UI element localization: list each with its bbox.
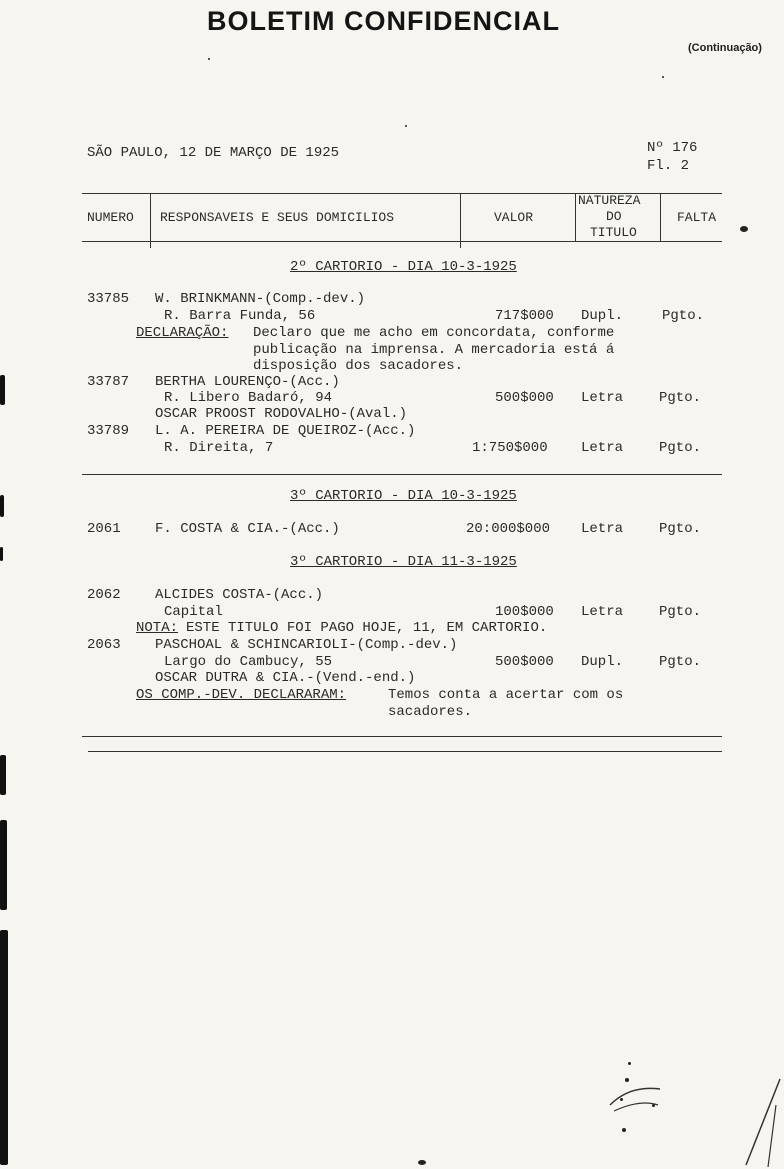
entry-name: PASCHOAL & SCHINCARIOLI-(Comp.-dev.) xyxy=(155,637,458,653)
entry-value: 500$000 xyxy=(495,390,554,406)
sheet-number: Fl. 2 xyxy=(647,158,690,174)
entry-name: F. COSTA & CIA.-(Acc.) xyxy=(155,521,340,537)
entry-status: Pgto. xyxy=(662,308,705,324)
place-date: SÃO PAULO, 12 DE MARÇO DE 1925 xyxy=(87,145,340,161)
entry-type: Dupl. xyxy=(581,654,624,670)
entry-value: 500$000 xyxy=(495,654,554,670)
col-divider-2 xyxy=(460,193,461,248)
entry-value: 1:750$000 xyxy=(472,440,548,456)
entry-status: Pgto. xyxy=(659,440,702,456)
entry-number: 2062 xyxy=(87,587,121,603)
closing-rule xyxy=(82,736,722,737)
entry-number: 33789 xyxy=(87,423,130,439)
entry-status: Pgto. xyxy=(659,521,702,537)
entry-type: Letra xyxy=(581,521,624,537)
entry-address: R. Libero Badaró, 94 xyxy=(164,390,333,406)
entry-value: 20:000$000 xyxy=(466,521,551,537)
entry-endorser: OSCAR DUTRA & CIA.-(Vend.-end.) xyxy=(155,670,416,686)
col-divider-3 xyxy=(575,193,576,241)
header-bottom-rule xyxy=(82,241,722,242)
section-divider xyxy=(82,474,722,475)
col-header-titulo: TITULO xyxy=(590,225,637,240)
entry-type: Letra xyxy=(581,604,624,620)
section-heading: 3º CARTORIO - DIA 11-3-1925 xyxy=(290,554,517,570)
closing-rule xyxy=(88,751,722,752)
entry-name: L. A. PEREIRA DE QUEIROZ-(Acc.) xyxy=(155,423,416,439)
note-label: NOTA: xyxy=(136,620,179,636)
entry-type: Letra xyxy=(581,390,624,406)
col-header-do: DO xyxy=(606,209,622,224)
note-text: publicação na imprensa. A mercadoria está á xyxy=(253,342,615,358)
note-text: Declaro que me acho em concordata, conforme xyxy=(253,325,615,341)
entry-status: Pgto. xyxy=(659,654,702,670)
note-label: OS COMP.-DEV. DECLARARAM: xyxy=(136,687,347,703)
document-title: BOLETIM CONFIDENCIAL xyxy=(207,6,560,36)
entry-address: R. Direita, 7 xyxy=(164,440,274,456)
entry-address: R. Barra Funda, 56 xyxy=(164,308,316,324)
col-divider-1 xyxy=(150,193,151,248)
note-text: ESTE TITULO FOI PAGO HOJE, 11, EM CARTORIO. xyxy=(186,620,548,636)
entry-number: 2061 xyxy=(87,521,121,537)
note-text: sacadores. xyxy=(388,704,473,720)
ink-mark xyxy=(600,1075,784,1169)
section-heading: 3º CARTORIO - DIA 10-3-1925 xyxy=(290,488,517,504)
entry-address: Capital xyxy=(164,604,223,620)
col-header-natureza: NATUREZA xyxy=(578,193,641,208)
note-text: disposição dos sacadores. xyxy=(253,358,464,374)
bulletin-number: Nº 176 xyxy=(647,140,698,156)
continuation-label: (Continuação) xyxy=(688,42,762,54)
entry-value: 100$000 xyxy=(495,604,554,620)
entry-number: 2063 xyxy=(87,637,121,653)
entry-type: Dupl. xyxy=(581,308,624,324)
note-text: Temos conta a acertar com os xyxy=(388,687,624,703)
entry-status: Pgto. xyxy=(659,604,702,620)
entry-number: 33787 xyxy=(87,374,130,390)
note-label: DECLARAÇÃO: xyxy=(136,325,229,341)
col-header-responsaveis: RESPONSAVEIS E SEUS DOMICILIOS xyxy=(160,210,395,225)
entry-value: 717$000 xyxy=(495,308,554,324)
section-heading: 2º CARTORIO - DIA 10-3-1925 xyxy=(290,259,517,275)
entry-name: W. BRINKMANN-(Comp.-dev.) xyxy=(155,291,366,307)
col-divider-4 xyxy=(660,193,661,241)
entry-address: Largo do Cambucy, 55 xyxy=(164,654,333,670)
entry-type: Letra xyxy=(581,440,624,456)
entry-status: Pgto. xyxy=(659,390,702,406)
col-header-numero: NUMERO xyxy=(87,210,134,225)
col-header-valor: VALOR xyxy=(494,210,534,225)
entry-guarantor: OSCAR PROOST RODOVALHO-(Aval.) xyxy=(155,406,408,422)
col-header-falta: FALTA xyxy=(677,210,717,225)
entry-name: BERTHA LOURENÇO-(Acc.) xyxy=(155,374,340,390)
entry-name: ALCIDES COSTA-(Acc.) xyxy=(155,587,324,603)
entry-number: 33785 xyxy=(87,291,130,307)
